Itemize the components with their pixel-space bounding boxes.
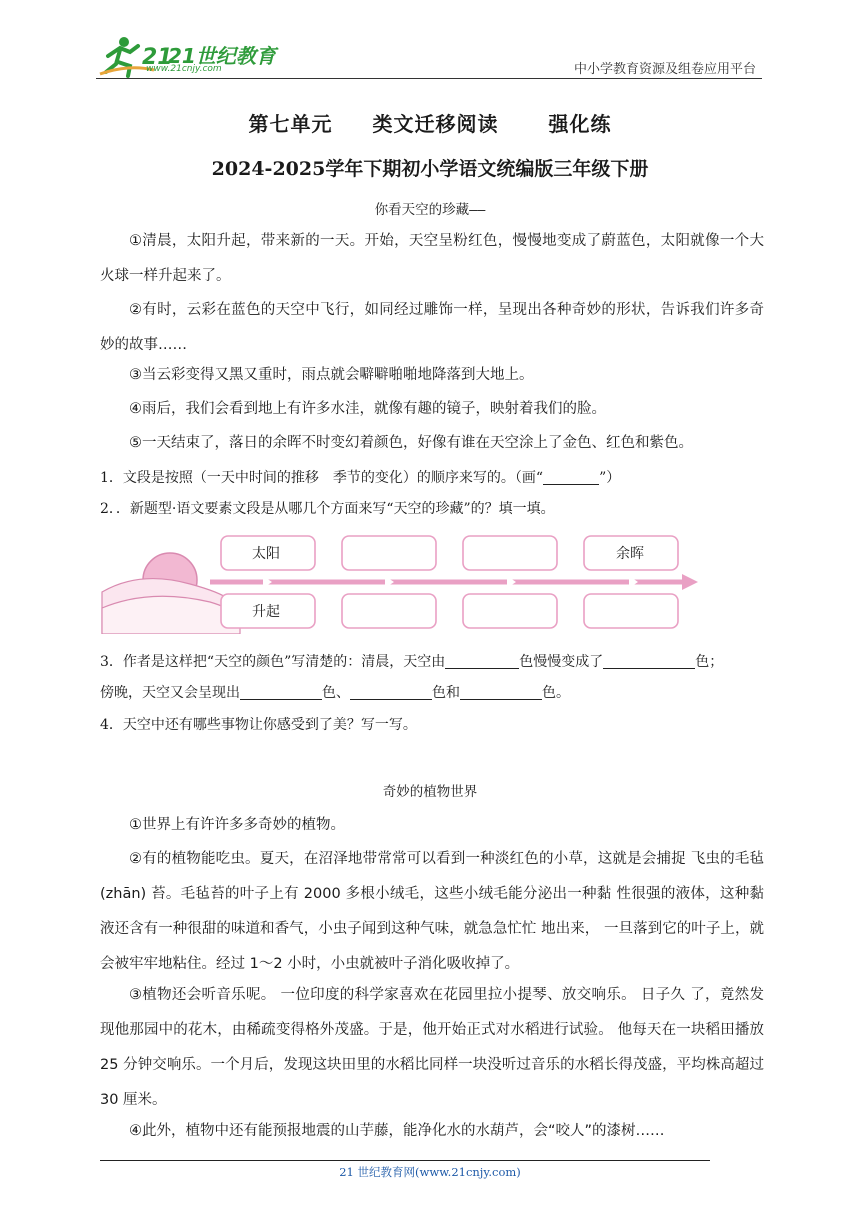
arrow-head-icon (682, 574, 698, 590)
platform-name: 中小学教育资源及组卷应用平台 (573, 62, 756, 77)
answer-box (342, 536, 436, 570)
answer-box (584, 594, 678, 628)
question-3-cont: 傍晚，天空又会呈现出 色、 色和 色。 (100, 685, 570, 701)
question-3: 3．作者是这样把“天空的颜色”写清楚的：清晨，天空由 色慢慢变成了 色； (100, 654, 724, 670)
sky-diagram (100, 530, 700, 638)
answer-blank[interactable] (445, 652, 519, 669)
box-sun-label: 太阳 (252, 546, 280, 562)
answer-blank[interactable] (350, 683, 432, 700)
logo-text: 21世纪教育 (168, 44, 276, 68)
svg-text:21: 21 (142, 45, 173, 70)
passage1-title: 你看天空的珍藏—— (374, 202, 486, 218)
box-rise-label: 升起 (252, 604, 280, 620)
timeline-diagram (100, 530, 700, 634)
answer-box (463, 536, 557, 570)
passage2-paragraph: ③植物还会听音乐呢。 一位印度的科学家喜欢在花园里拉小提琴、放交响乐。 日子久 了，竟然发现他那园中的花木，由稀疏变得格外茂盛。于是，他开始正式对水稻进行试验。 他每天在一块稻田播放 25 分钟交响乐。一个月后，发现这块田里的水稻比同样一块没听过音乐的水稻长得茂盛，平均株高超过 30 厘米。 (100, 987, 764, 1108)
title-practice: 强化练 (548, 112, 612, 136)
page-subtitle: 2024-2025学年下期初小学语文统编版三年级下册 (211, 158, 649, 180)
passage2-title: 奇妙的植物世界 (382, 784, 478, 800)
footer-divider (100, 1160, 710, 1161)
question-4: 4．天空中还有哪些事物让你感受到了美？写一写。 (100, 717, 417, 733)
logo-url: www.21cnjy.com (146, 64, 222, 74)
header-divider (96, 78, 762, 79)
answer-box (463, 594, 557, 628)
passage1-paragraph: ③当云彩变得又黑又重时，雨点就会噼噼啪啪地降落到大地上。 (129, 367, 534, 383)
question-1: 1．文段是按照（一天中时间的推移 季节的变化）的顺序来写的。（画“ ”） (100, 470, 621, 486)
answer-blank[interactable] (240, 683, 322, 700)
passage2-paragraph: ②有的植物能吃虫。夏天，在沼泽地带常常可以看到一种淡红色的小草，这就是会捕捉 飞虫的毛毡(zhān) 苔。毛毡苔的叶子上有 2000 多根小绒毛，这些小绒毛能分泌出一种黏 性很强的液体，这种黏液还含有一种很甜的味道和香气，小虫子闻到这种气味，就急急忙忙 地出来， 一旦落到它的叶子上，就会被牢牢地粘住。经过 1～2 小时，小虫就被叶子消化吸收掉了。 (100, 851, 764, 972)
passage1-paragraph: ⑤一天结束了，落日的余晖不时变幻着颜色，好像有谁在天空涂上了金色、红色和紫色。 (129, 435, 693, 451)
answer-blank[interactable] (543, 468, 599, 485)
title-unit: 第七单元 (248, 112, 333, 136)
box-glow-label: 余晖 (616, 546, 644, 562)
answer-blank[interactable] (603, 652, 695, 669)
passage1-paragraph: ②有时，云彩在蓝色的天空中飞行，如同经过雕饰一样，呈现出各种奇妙的形状，告诉我们许多奇妙的故事…… (100, 302, 764, 353)
passage2-paragraph: ④此外，植物中还有能预报地震的山芋藤，能净化水的水葫芦，会“咬人”的漆树…… (129, 1123, 665, 1139)
footer-link[interactable]: 21 世纪教育网(www.21cnjy.com) (339, 1165, 521, 1179)
passage2-paragraph: ①世界上有许许多多奇妙的植物。 (129, 817, 345, 833)
answer-box (342, 594, 436, 628)
passage1-paragraph: ①清晨，太阳升起，带来新的一天。开始，天空呈粉红色，慢慢地变成了蔚蓝色，太阳就像一个大火球一样升起来了。 (100, 233, 764, 284)
question-2: 2．．新题型·语文要素文段是从哪几个方面来写“天空的珍藏”的？填一填。 (100, 501, 555, 517)
passage1-paragraph: ④雨后，我们会看到地上有许多水洼，就像有趣的镜子，映射着我们的脸。 (129, 401, 606, 417)
answer-blank[interactable] (460, 683, 542, 700)
title-topic: 类文迁移阅读 (372, 112, 499, 136)
page-title (0, 108, 860, 137)
